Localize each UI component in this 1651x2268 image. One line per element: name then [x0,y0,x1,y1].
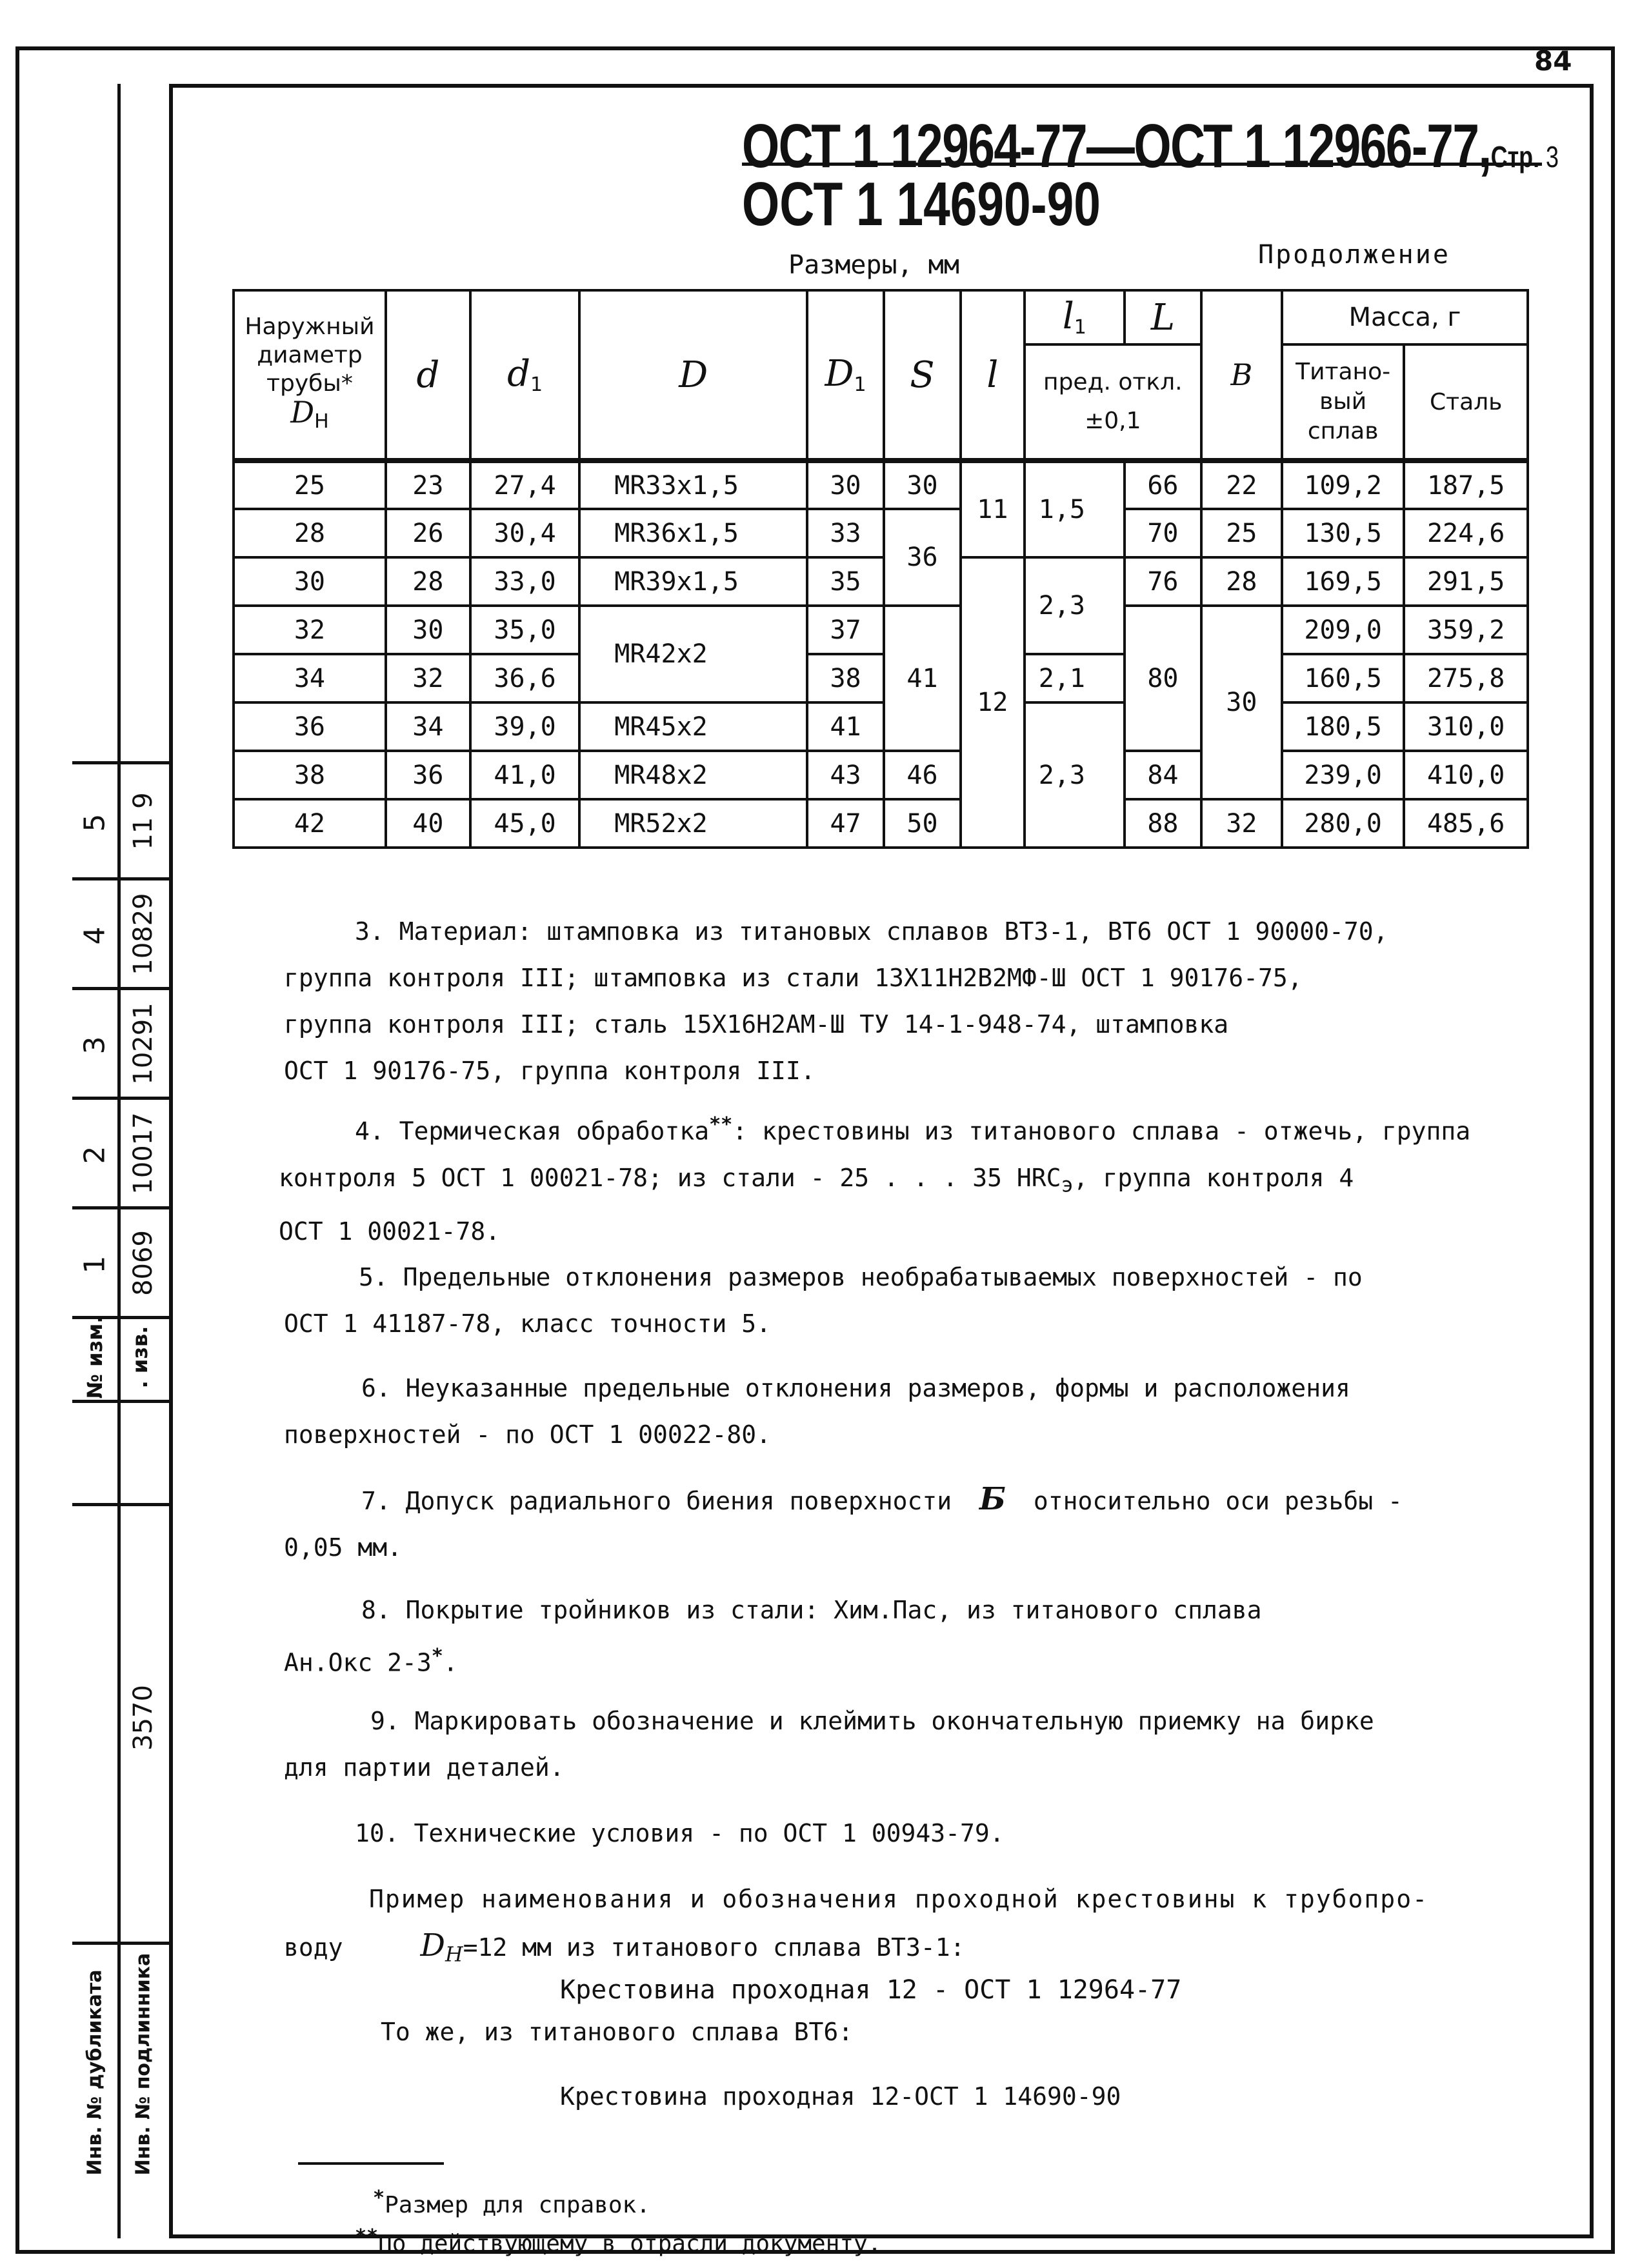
cell-mass-steel: 359,2 [1404,606,1528,654]
cell-d: 36 [386,751,470,799]
footnote-1: *Размер для справок. [373,2187,650,2218]
table-row [234,702,1528,751]
izv-label: . изв. [128,1326,152,1389]
designation-example: Пример наименования и обозначения проходной крестовины к трубопро- воду $D_Н=12$ мм из титанового сплава ВТ3-1: [284,1885,1428,1967]
cell-d: 23 [386,461,470,509]
header-B: В [1201,290,1282,461]
cell-d: 40 [386,799,470,848]
cell-l1: 1,5 [1025,461,1125,557]
stamp-cell: 1 [78,1255,112,1274]
header-d1: $d_1$ [470,290,579,461]
cell-mass-steel: 224,6 [1404,509,1528,557]
cell-d1: 30,4 [470,509,579,557]
header-mass: Масса, г [1282,290,1528,344]
cell-D1: 35 [807,557,884,606]
cell-D: MR36x1,5 [579,509,807,557]
item-runout: 7. Допуск радиального биения поверхности Б относительно оси резьбы - 0,05 мм. [284,1481,1403,1562]
cell-D1: 38 [807,654,884,702]
dimensions-table [232,289,1529,849]
document-title: ОСТ 1 12964-77—ОСТ 1 12966-77,Стр. 3 [742,112,1559,181]
cell-d: 26 [386,509,470,557]
designation-2: Крестовина проходная 12-ОСТ 1 14690-90 [560,2082,1121,2111]
cell-mass-steel: 310,0 [1404,702,1528,751]
cell-dn: 25 [234,461,386,509]
cell-d: 30 [386,606,470,654]
designation-1: Крестовина проходная 12 - ОСТ 1 12964-77 [560,1975,1182,2005]
cell-B: 25 [1201,509,1282,557]
cell-d: 32 [386,654,470,702]
cell-D: MR45x2 [579,702,807,751]
item-marking: 9. Маркировать обозначение и клеймить окончательную приемку на бирке для партии деталей. [284,1707,1374,1782]
cell-mass-steel: 410,0 [1404,751,1528,799]
header-steel: Сталь [1404,344,1528,461]
cell-d: 28 [386,557,470,606]
margin-stamp [72,84,169,2238]
cell-mass-steel: 187,5 [1404,461,1528,509]
header-titanium: Титано- вый сплав [1282,344,1405,461]
item-tolerances: 5. Предельные отклонения размеров необрабатываемых поверхностей - по ОСТ 1 41187-78, класс точности 5. [284,1263,1363,1338]
cell-dn: 36 [234,702,386,751]
cell-D1: 47 [807,799,884,848]
cell-mass-steel: 275,8 [1404,654,1528,702]
cell-D: MR39x1,5 [579,557,807,606]
cell-dn: 28 [234,509,386,557]
duplicate-label: Инв. № дубликата [83,1969,106,2176]
footnote-2: **По действующему в отрасли документу. [355,2225,882,2257]
cell-dn: 30 [234,557,386,606]
item-specifications: 10. Технические условия - по ОСТ 1 00943-79. [355,1819,1005,1847]
table-row [234,606,1528,654]
stamp-cell: 11 9 [128,792,158,850]
cell-B: 28 [1201,557,1282,606]
table-row [234,654,1528,702]
cell-mass-titanium: 160,5 [1282,654,1405,702]
cell-L: 66 [1125,461,1201,509]
table-row [234,799,1528,848]
header-l: l [961,290,1025,461]
stamp-cell: 4 [78,926,112,945]
continued-label: Продолжение [1258,240,1450,270]
cell-d1: 45,0 [470,799,579,848]
cell-D1: 30 [807,461,884,509]
cell-L: 76 [1125,557,1201,606]
item-coating: 8. Покрытие тройников из стали: Хим.Пас, из титанового сплава Ан.Окс 2-3*. [284,1596,1262,1677]
cell-mass-steel: 485,6 [1404,799,1528,848]
item-material: 3. Материал: штамповка из титановых сплавов ВТ3-1, ВТ6 ОСТ 1 90000-70, группа контроля III; штамповка из стали 13Х11Н2В2МФ-Ш ОСТ 1 90176-75, группа контроля III; сталь 15Х16Н2АМ-Ш ТУ 14-1-948-74, штамповка ОСТ 1 90176-75, группа контроля III. [284,917,1388,1085]
stamp-cell: 3 [78,1036,112,1055]
stamp-cell: 10291 [128,1002,158,1085]
cell-D: MR33x1,5 [579,461,807,509]
cell-D1: 33 [807,509,884,557]
cell-S: 46 [884,751,961,799]
cell-d1: 41,0 [470,751,579,799]
footnote-rule [298,2162,444,2165]
same-alloy-line: То же, из титанового сплава ВТ6: [381,2018,854,2046]
stamp-cell: 10017 [128,1112,158,1195]
cell-dn: 34 [234,654,386,702]
header-S: S [884,290,961,461]
cell-d1: 33,0 [470,557,579,606]
stamp-cell: 8069 [128,1230,158,1296]
item-unspecified-tolerances: 6. Неуказанные предельные отклонения размеров, формы и расположения поверхностей - по ОСТ 1 00022-80. [284,1374,1350,1449]
original-label: Инв. № подлинника [132,1953,155,2176]
stamp-cell: 2 [78,1146,112,1164]
table-row [234,461,1528,509]
cell-mass-titanium: 239,0 [1282,751,1405,799]
cell-D1: 43 [807,751,884,799]
cell-l: 11 [961,461,1025,557]
header-outer-diameter: Наружный диаметр трубы* $D_Н$ [234,290,386,461]
header-L: L [1125,290,1201,344]
stamp-cell: 5 [78,813,112,832]
cell-D1: 37 [807,606,884,654]
cell-B: 32 [1201,799,1282,848]
title-rule [742,163,1542,166]
cell-mass-titanium: 280,0 [1282,799,1405,848]
cell-L: 88 [1125,799,1201,848]
cell-mass-steel: 291,5 [1404,557,1528,606]
cell-D: MR48x2 [579,751,807,799]
cell-d1: 36,6 [470,654,579,702]
page-number: 84 [1534,45,1572,77]
table-row [234,557,1528,606]
item-heat-treatment: 4. Термическая обработка**: крестовины из титанового сплава - отжечь, группа контроля 5 ОСТ 1 00021-78; из стали - 25 . . . 35 $HRC_э$, группа контроля 4 ОСТ 1 00021-78. [279,1113,1471,1246]
cell-S: 36 [884,509,961,606]
header-l1: $l_1$ [1025,290,1125,344]
cell-mass-titanium: 130,5 [1282,509,1405,557]
cell-D1: 41 [807,702,884,751]
cell-mass-titanium: 180,5 [1282,702,1405,751]
sizes-label: Размеры, мм [788,250,959,280]
header-D: D [579,290,807,461]
header-D1: $D_1$ [807,290,884,461]
table-row [234,509,1528,557]
cell-dn: 38 [234,751,386,799]
izm-label: № изм. [83,1315,107,1399]
document-subtitle: ОСТ 1 14690-90 [742,170,1101,239]
cell-d1: 27,4 [470,461,579,509]
cell-l1: 2,1 [1025,654,1125,702]
stamp-cell: 10829 [128,893,158,975]
cell-l1: 2,3 [1025,557,1125,654]
cell-L: 70 [1125,509,1201,557]
table-row [234,751,1528,799]
cell-mass-titanium: 109,2 [1282,461,1405,509]
cell-l1: 2,3 [1025,702,1125,848]
cell-S: 50 [884,799,961,848]
cell-L: 80 [1125,606,1201,751]
cell-S: 41 [884,606,961,751]
cell-L: 84 [1125,751,1201,799]
header-d: d [386,290,470,461]
cell-l: 12 [961,557,1025,848]
cell-d1: 35,0 [470,606,579,654]
cell-D: MR42x2 [579,606,807,702]
cell-B: 30 [1201,606,1282,799]
cell-S: 30 [884,461,961,509]
duplicate-number: 3570 [128,1685,158,1751]
cell-d: 34 [386,702,470,751]
cell-dn: 42 [234,799,386,848]
cell-B: 22 [1201,461,1282,509]
cell-mass-titanium: 209,0 [1282,606,1405,654]
cell-d1: 39,0 [470,702,579,751]
cell-D: MR52x2 [579,799,807,848]
cell-dn: 32 [234,606,386,654]
cell-mass-titanium: 169,5 [1282,557,1405,606]
header-tolerance: пред. откл. ±0,1 [1025,344,1201,461]
